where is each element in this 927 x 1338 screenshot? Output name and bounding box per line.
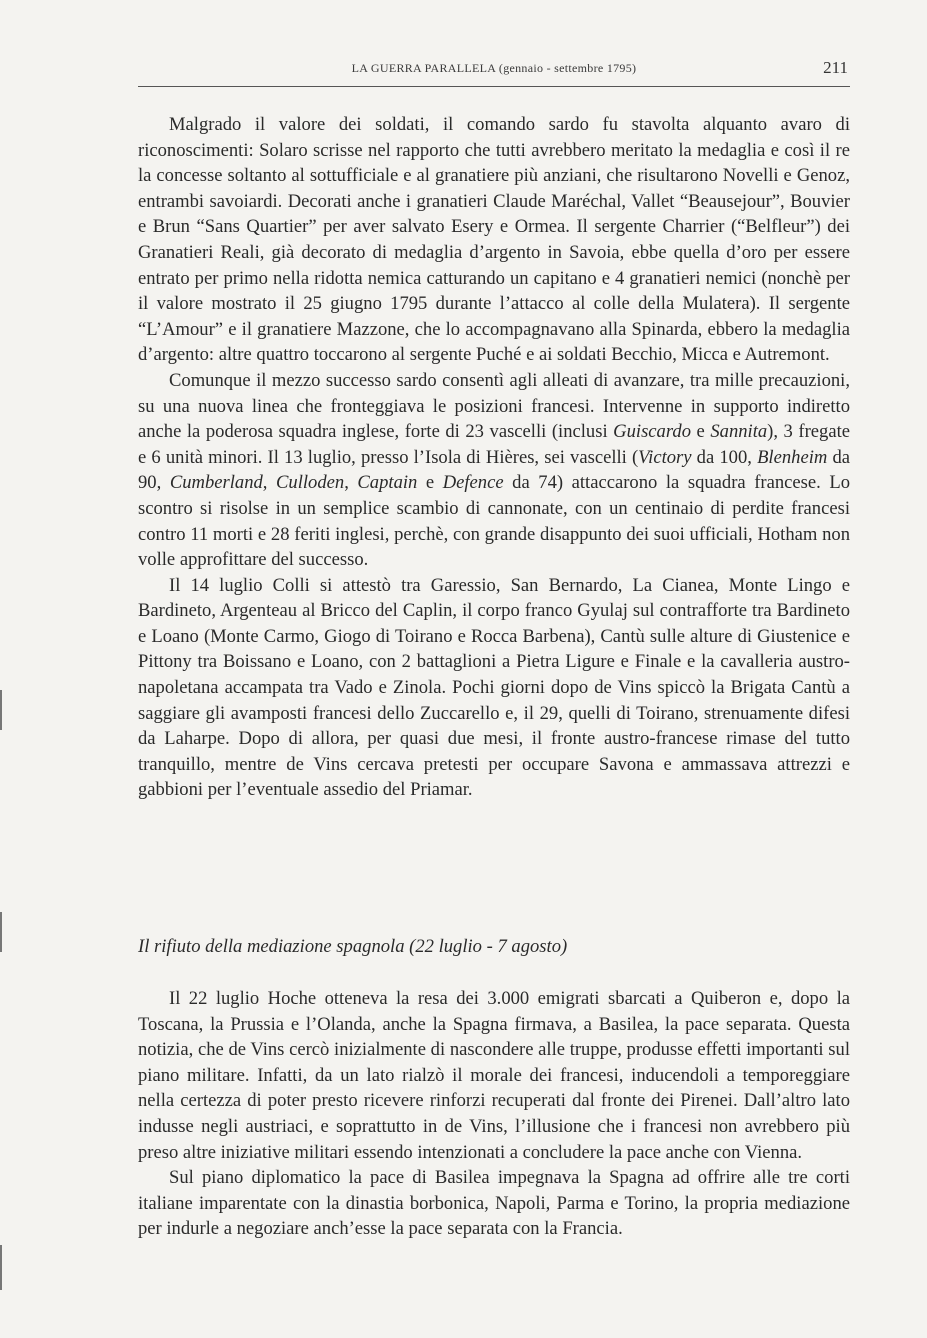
section-text xyxy=(138,986,850,1242)
page-number: 211 xyxy=(823,58,848,77)
page-header xyxy=(138,58,850,86)
binding-mark xyxy=(0,912,2,952)
binding-mark xyxy=(0,1245,2,1290)
paragraph: Malgrado il valore dei soldati, il comando sardo fu stavolta alquanto avaro di riconoscimenti: Solaro scrisse nel rapporto che tutti avrebbero meritato la medaglia e così il re la concesse soltanto al sottufficiale e al granatiere più anziani, che risultarono Novelli e Genoz, entrambi savoiardi. Decorati anche i granatieri Claude Maréchal, Vallet “Beausejour”, Bouvier e Brun “Sans Quartier” per aver salvato Esery e Ormea. Il sergente Charrier (“Belfleur”) dei Granatieri Reali, già decorato di medaglia d’argento in Savoia, ebbe quella d’oro per essere entrato per primo nella ridotta nemica catturando un capitano e 4 granatieri nemici (nonchè per il valore mostrato il 25 giugno 1795 durante l’attacco al colle della Mulatera). Il sergente “L’Amour” e il granatiere Mazzone, che lo accompagnavano alla Spinarda, ebbero la medaglia d’argento: altre quattro toccarono al sergente Puché e ai soldati Becchio, Micca e Autremont. xyxy=(138,114,850,366)
section-heading: Il rifiuto della mediazione spagnola (22 luglio - 7 agosto) xyxy=(138,936,568,957)
paragraph: Comunque il mezzo successo sardo consentì agli alleati di avanzare, tra mille precauzioni, su una nuova linea che fronteggiava le posizioni francesi. Intervenne in supporto indiretto anche la poderosa squadra inglese, forte di 23 vascelli (inclusi Guiscardo e Sannita), 3 fregate e 6 unità minori. Il 13 luglio, presso l’Isola di Hières, sei vascelli (Victory da 100, Blenheim da 90, Cumberland, Culloden, Captain e Defence da 74) attaccarono la squadra francese. Lo scontro si risolse in un semplice scambio di cannonate, con un centinaio di perdite francesi contro 11 morti e 28 feriti inglesi, perchè, con grande disappunto dei suoi ufficiali, Hotham non volle approfittare del successo. xyxy=(138,369,851,571)
paragraph: Il 14 luglio Colli si attestò tra Garessio, San Bernardo, La Cianea, Monte Lingo e Bardineto, Argenteau al Bricco del Caplin, il corpo franco Gyulaj sul contrafforte tra Bardineto e Loano (Monte Carmo, Giogo di Toirano e Rocca Barbena), Cantù sulle alture di Giustenice e Pittony tra Boissano e Loano, con 2 battaglioni a Pietra Ligure e Finale e la cavalleria austro-napoletana accampata tra Vado e Zinola. Pochi giorni dopo de Vins spiccò la Brigata Cantù a saggiare gli avamposti francesi dello Zuccarello e, il 29, quelli di Toirano, strenuamente difesi da Laharpe. Dopo di allora, per quasi due mesi, il fronte austro-francese rimase del tutto tranquillo, mentre de Vins cercava pretesti per occupare Savona e ammassava attrezzi e gabbioni per l’eventuale assedio del Priamar. xyxy=(138,574,850,801)
running-title: LA GUERRA PARALLELA (gennaio - settembre 1795) xyxy=(351,61,637,75)
paragraph: Sul piano diplomatico la pace di Basilea impegnava la Spagna ad offrire alle tre corti italiane imparentate con la dinastia borbonica, Napoli, Parma e Torino, la propria mediazione per indurle a negoziare anch’esse la pace separata con la Francia. xyxy=(138,1167,850,1240)
paragraph: Il 22 luglio Hoche otteneva la resa dei 3.000 emigrati sbarcati a Quiberon e, dopo la Toscana, la Prussia e l’Olanda, anche la Spagna firmava, a Basilea, la pace separata. Questa notizia, che de Vins cercò inizialmente di nascondere alle truppe, produsse effetti importanti sul piano militare. Infatti, da un lato rialzò il morale dei francesi, inducendoli a temporeggiare nella certezza di poter presto ricevere rinforzi recuperati dal fronte dei Pirenei. Dall’altro lato indusse negli austriaci, e soprattutto in de Vins, l’illusione che i francesi non avrebbero più preso altre iniziative militari essendo intenzionati a concludere la pace anche con Vienna. xyxy=(138,988,850,1163)
main-text xyxy=(138,112,850,803)
binding-mark xyxy=(0,690,2,730)
header-rule xyxy=(138,86,850,87)
